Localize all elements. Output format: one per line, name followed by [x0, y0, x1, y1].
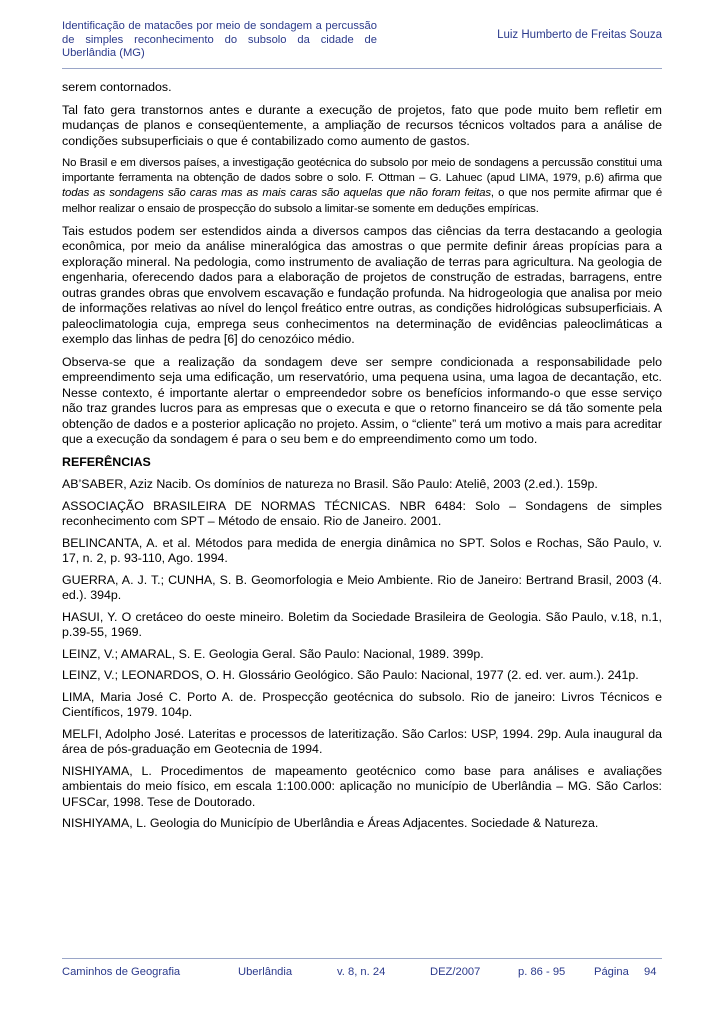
- reference-item: LEINZ, V.; LEONARDOS, O. H. Glossário Geológico. São Paulo: Nacional, 1977 (2. ed. ver. aum.). 241p.: [62, 668, 639, 683]
- paragraph-3-text-a: No Brasil e em diversos países, a investigação geotécnica do subsolo por meio de sondagens a percussão constitui uma importante ferramenta na obtenção de dados sobre o solo. F. Ottman – G. Lahuec (apud LIMA, 1979, p.6) afirma que: [62, 157, 662, 185]
- header-divider: [62, 68, 662, 69]
- reference-item: GUERRA, A. J. T.; CUNHA, S. B. Geomorfologia e Meio Ambiente. Rio de Janeiro: Bertrand Brasil, 2003 (4. ed.). 394p.: [62, 572, 662, 603]
- paragraph-3: [62, 156, 662, 217]
- paragraph-3-quote: todas as sondagens são caras mas as mais caras são aquelas que não foram feitas: [62, 187, 491, 200]
- page-footer: [62, 966, 662, 982]
- references-list: [62, 477, 662, 832]
- reference-item: HASUI, Y. O cretáceo do oeste mineiro. Boletim da Sociedade Brasileira de Geologia. São Paulo, v.18, n.1, p.39-55, 1969.: [62, 609, 662, 640]
- reference-item: ASSOCIAÇÃO BRASILEIRA DE NORMAS TÉCNICAS. NBR 6484: Solo – Sondagens de simples reconhecimento com SPT – Método de ensaio. Rio de Janeiro. 2001.: [62, 498, 662, 529]
- running-title: Identificação de matacões por meio de sondagem a percussão de simples reconhecimento do subsolo da cidade de Uberlândia (MG): [62, 20, 377, 59]
- paragraph-4: Tais estudos podem ser estendidos ainda a diversos campos das ciências da terra destacando a geologia econômica, por meio da análise mineralógica das amostras o que permite definir áreas propícias para a exploração mineral. Na pedologia, como instrumento de avaliação de terras para agricultura. Na geologia de engenharia, oferecendo dados para a elaboração de projetos de construção de estradas, barragens, entre outras grandes obras que envolvem escavação e fundação profunda. Na hidrogeologia que analisa por meio de informações relativas ao nível do lençol freático entre outras, as condições hidrológicas subsuperficiais. A paleoclimatologia cuja, emprega seus conhecimentos na determinação de evidências paleoclimáticas a exemplo das linhas de pedra [6] do cenozóico médio.: [62, 223, 662, 347]
- reference-item: MELFI, Adolpho José. Lateritas e processos de lateritização. São Carlos: USP, 1994. 29p. Aula inaugural da área de pós-graduação em Geotecnia de 1994.: [62, 726, 662, 757]
- footer-date: DEZ/2007: [430, 966, 481, 978]
- reference-item: LEINZ, V.; AMARAL, S. E. Geologia Geral. São Paulo: Nacional, 1989. 399p.: [62, 646, 484, 661]
- paragraph-3-text-b: , o que nos permite afirmar que é melhor realizar o ensaio de prospecção do subsolo a limitar-se somente em deduções empíricas.: [62, 187, 663, 215]
- reference-item: NISHIYAMA, L. Procedimentos de mapeamento geotécnico como base para análises e avaliações ambientais do meio físico, em escala 1:100.000: aplicação no município de Uberlândia – MG. São Carlos: UFSCar, 1998. Tese de Doutorado.: [62, 763, 662, 809]
- footer-page-label: Página: [594, 966, 629, 978]
- footer-page-number: 94: [644, 966, 657, 978]
- footer-volume: v. 8, n. 24: [337, 966, 386, 978]
- paragraph-1: serem contornados.: [62, 80, 172, 94]
- page-header: [62, 20, 662, 66]
- footer-journal: Caminhos de Geografia: [62, 966, 181, 978]
- reference-item: LIMA, Maria José C. Porto A. de. Prospecção geotécnica do subsolo. Rio de janeiro: Livros Técnicos e Científicos, 1979. 104p.: [62, 689, 662, 720]
- reference-item: AB’SABER, Aziz Nacib. Os domínios de natureza no Brasil. São Paulo: Ateliê, 2003 (2.ed.). 159p.: [62, 477, 598, 492]
- reference-item: NISHIYAMA, L. Geologia do Município de Uberlândia e Áreas Adjacentes. Sociedade & Natureza.: [62, 816, 599, 831]
- footer-city: Uberlândia: [238, 966, 293, 978]
- references-heading: REFERÊNCIAS: [62, 454, 151, 469]
- running-author: Luiz Humberto de Freitas Souza: [497, 29, 662, 41]
- footer-pages: p. 86 - 95: [518, 966, 566, 978]
- footer-divider: [62, 958, 662, 959]
- paragraph-5: Observa-se que a realização da sondagem deve ser sempre condicionada a responsabilidade pelo empreendimento seja uma edificação, um reservatório, uma pequena usina, uma lagoa de decantação, etc. Nesse contexto, é importante alertar o empreendedor sobre os benefícios informando-o que esse serviço não traz grandes lucros para as empresas que o executa e que o retorno financeiro se dá tão somente pela obtenção de dados e a posterior aplicação no projeto. Assim, o “cliente” terá um motivo a mais para acreditar que a execução da sondagem é para o seu bem e do empreendimento como um todo.: [62, 354, 662, 447]
- paragraph-2: Tal fato gera transtornos antes e durante a execução de projetos, fato que pode muito bem refletir em mudanças de planos e conseqüentemente, a ampliação de recursos técnicos voltados para a análise de condições subsuperficiais o que é contabilizado como aumento de gastos.: [62, 102, 662, 148]
- reference-item: BELINCANTA, A. et al. Métodos para medida de energia dinâmica no SPT. Solos e Rochas, São Paulo, v. 17, n. 2, p. 93-110, Ago. 1994.: [62, 535, 662, 566]
- main-content: [62, 80, 662, 838]
